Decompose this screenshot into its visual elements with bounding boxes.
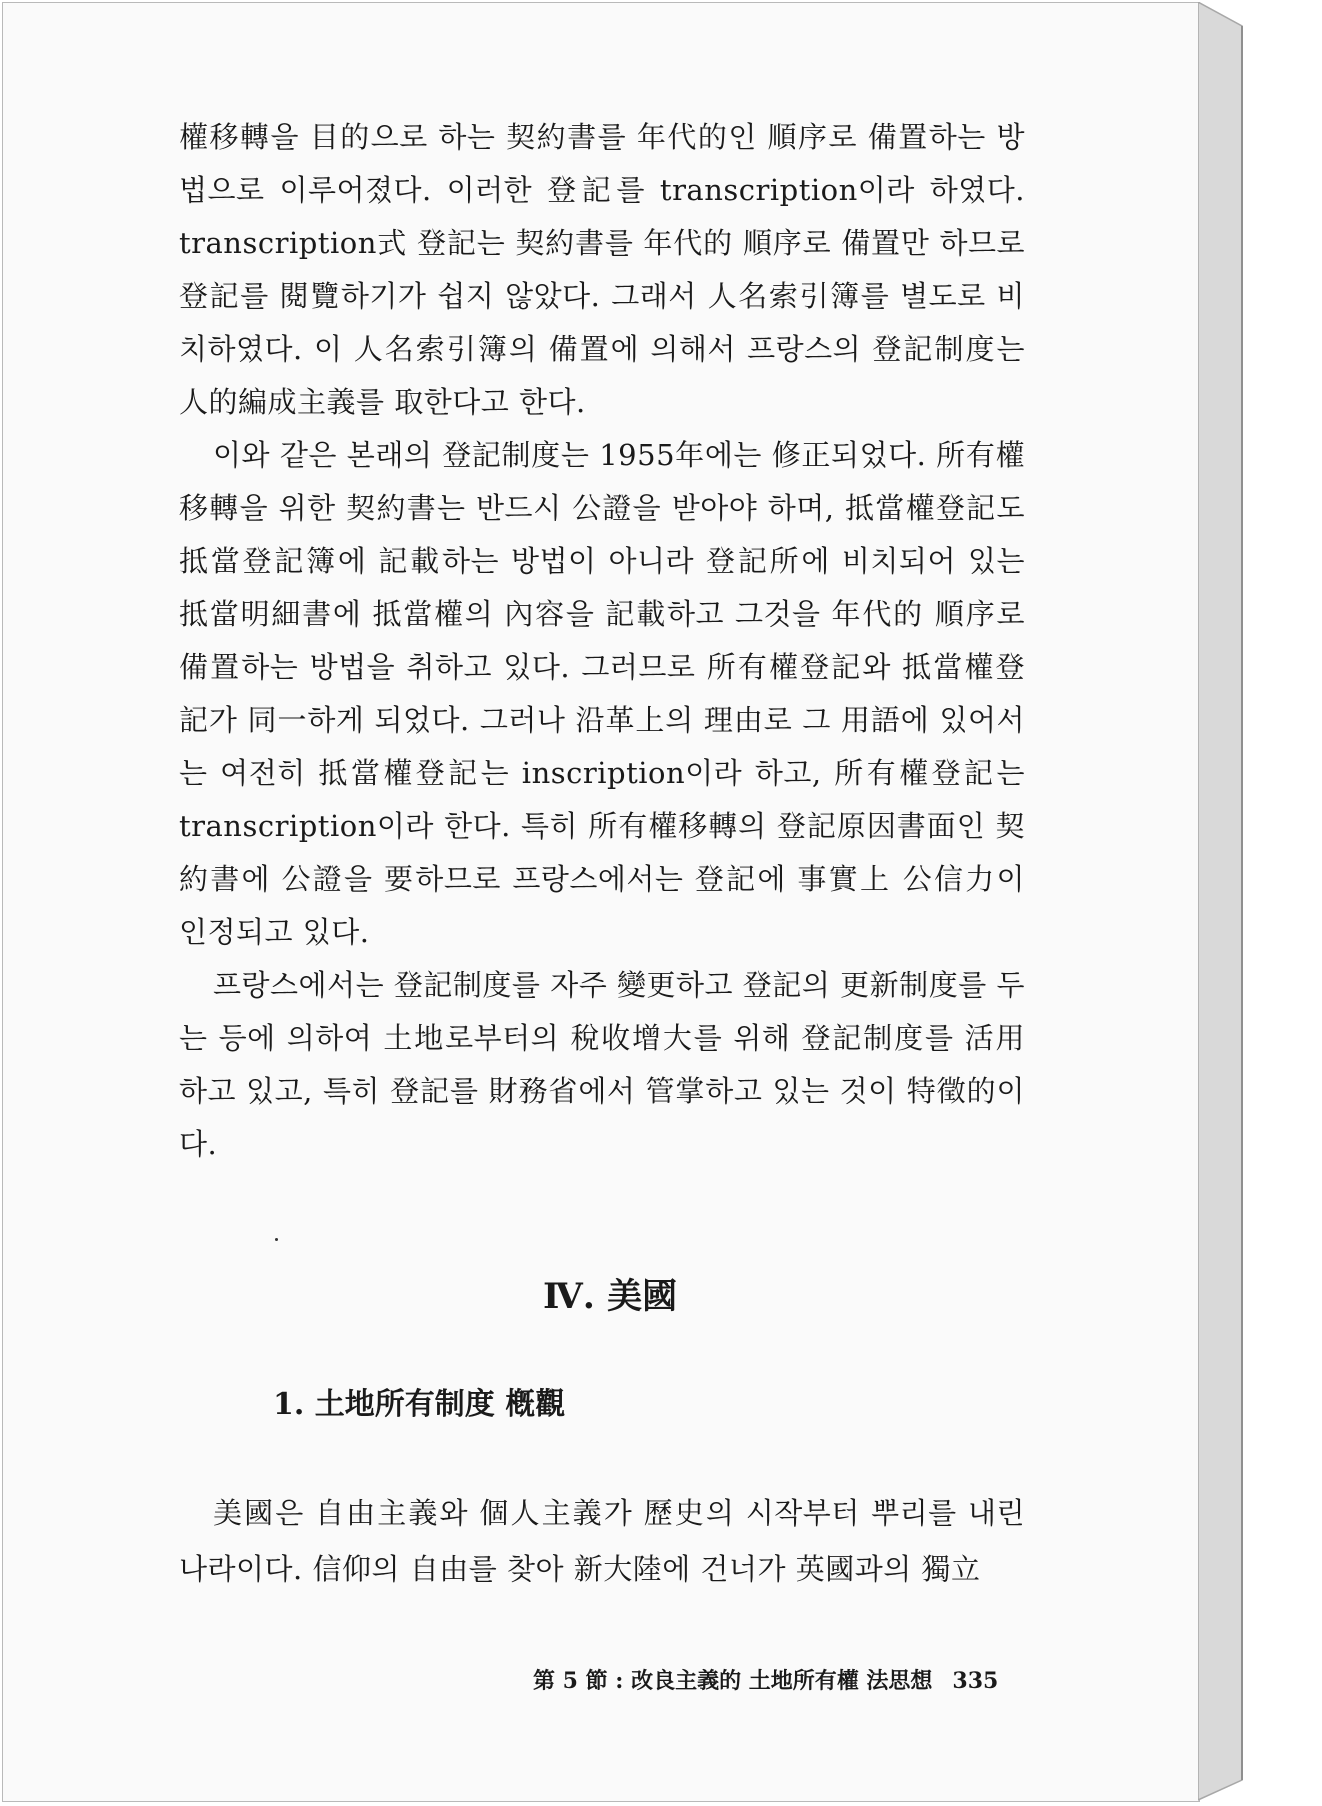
footer-running-title: 第 5 節 : 改良主義的 土地所有權 法思想	[533, 1668, 933, 1694]
paragraph-3: 프랑스에서는 登記制度를 자주 變更하고 登記의 更新制度를 두는 등에 의하여 土地로부터의 稅收增大를 위해 登記制度를 活用하고 있고, 특히 登記를 財務省에서 管掌하고 있는 것이 特徵的이다.	[179, 968, 1025, 1161]
section-paragraph: 美國은 自由主義와 個人主義가 歷史의 시작부터 뿌리를 내린 나라이다. 信仰의 自由를 찾아 新大陸에 건너가 英國과의 獨立	[179, 1496, 1025, 1586]
section-heading: Ⅳ. 美國	[543, 1276, 678, 1317]
scan-speck	[275, 1238, 278, 1241]
section-body-text	[179, 1485, 1025, 1597]
page-stack-edge-shape	[1198, 2, 1246, 1802]
page-number: 335	[952, 1668, 999, 1694]
body-text	[179, 111, 1025, 1171]
paragraph-1: 權移轉을 目的으로 하는 契約書를 年代的인 順序로 備置하는 방법으로 이루어졌다. 이러한 登記를 transcription이라 하였다. transcription式 登記는 契約書를 年代的 順序로 備置만 하므로 登記를 閱覽하기가 쉽지 않았다. 그래서 人名索引簿를 별도로 비치하였다. 이 人名索引簿의 備置에 의해서 프랑스의 登記制度는 人的編成主義를 取한다고 한다.	[179, 120, 1025, 419]
subsection-heading: 1. 土地所有制度 槪觀	[273, 1387, 566, 1422]
book-page	[2, 2, 1200, 1802]
paragraph-2: 이와 같은 본래의 登記制度는 1955年에는 修正되었다. 所有權移轉을 위한 契約書는 반드시 公證을 받아야 하며, 抵當權登記도 抵當登記簿에 記載하는 방법이 아니라 登記所에 비치되어 있는 抵當明細書에 抵當權의 內容을 記載하고 그것을 年代的 順序로 備置하는 방법을 취하고 있다. 그러므로 所有權登記와 抵當權登記가 同一하게 되었다. 그러나 沿革上의 理由로 그 用語에 있어서는 여전히 抵當權登記는 inscription이라 하고, 所有權登記는 transcription이라 한다. 특히 所有權移轉의 登記原因書面인 契約書에 公證을 要하므로 프랑스에서는 登記에 事實上 公信力이 인정되고 있다.	[179, 438, 1025, 949]
running-footer	[533, 1665, 998, 1697]
page-stack-edge	[1198, 2, 1246, 1802]
